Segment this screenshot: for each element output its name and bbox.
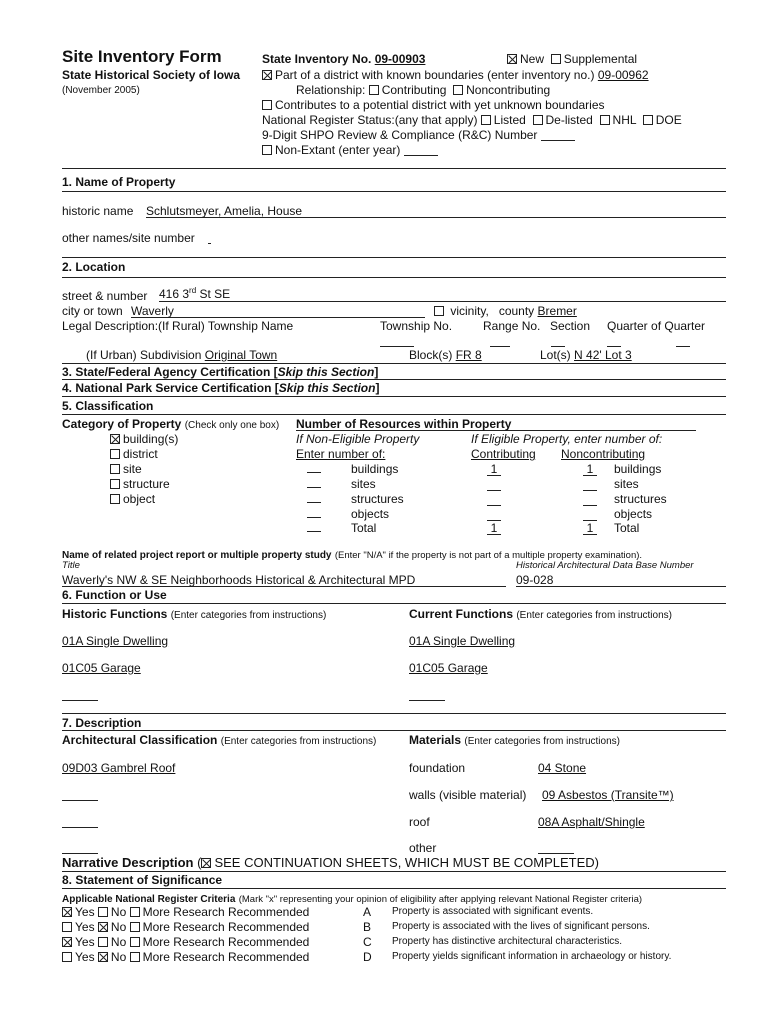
historic-function-1[interactable]: 01A Single Dwelling: [62, 634, 169, 648]
historic-functions-heading: [62, 607, 326, 621]
db-number-field[interactable]: [516, 573, 726, 587]
section-7-heading: 7. Description: [62, 716, 142, 730]
divider: [62, 191, 726, 192]
vicinity-row: [434, 304, 577, 318]
delisted-label: De-listed: [545, 113, 593, 127]
category-label-site: site: [123, 462, 142, 476]
potential-district-row: [262, 98, 605, 112]
more-research-label: More Research Recommended: [142, 905, 310, 919]
no-checkbox[interactable]: [98, 922, 108, 932]
resource-row-label: Total: [351, 521, 377, 535]
divider: [62, 396, 726, 397]
section-6-heading: 6. Function or Use: [62, 588, 167, 602]
narrative-checkbox[interactable]: [201, 858, 211, 868]
section-3-heading: [62, 365, 378, 379]
narrative-label: Narrative Description: [62, 855, 194, 870]
supplemental-label: Supplemental: [563, 52, 638, 66]
arch-classification-value[interactable]: 09D03 Gambrel Roof: [62, 761, 176, 775]
township-no-field[interactable]: [380, 346, 414, 347]
resource-row-label-right: Total: [614, 521, 640, 535]
city-value: Waverly: [131, 304, 174, 318]
criteria-letter: C: [363, 935, 372, 949]
criteria-note: (Mark "x" representing your opinion of eligibility after applying relevant National Register criteria): [238, 894, 643, 905]
contrib-col-text: Contributing: [471, 447, 536, 461]
criteria-options: [62, 935, 309, 949]
divider: [62, 888, 726, 889]
criteria-options: [62, 920, 309, 934]
nhl-label: NHL: [612, 113, 637, 127]
yes-checkbox[interactable]: [62, 952, 72, 962]
section-8-heading: 8. Statement of Significance: [62, 873, 223, 887]
arch-classification-3-field[interactable]: [62, 827, 98, 828]
narrative-note: SEE CONTINUATION SHEETS, WHICH MUST BE COMPLETED): [214, 855, 599, 870]
more-research-checkbox[interactable]: [130, 922, 140, 932]
current-function-1[interactable]: 01A Single Dwelling: [409, 634, 516, 648]
street-number: 416 3: [159, 287, 190, 301]
relationship-row: [296, 83, 550, 97]
section-1-heading: 1. Name of Property: [62, 175, 176, 189]
divider: [62, 257, 726, 258]
city-field[interactable]: [131, 304, 425, 318]
no-checkbox[interactable]: [98, 907, 108, 917]
section-5-heading: 5. Classification: [62, 399, 154, 413]
resource-row-label-right: sites: [614, 477, 639, 491]
noncontributing-count[interactable]: 1: [583, 462, 597, 476]
nr-status-label: National Register Status:(any that apply): [262, 113, 478, 127]
county-label: county: [498, 304, 535, 318]
section-3-close: ]: [374, 365, 379, 379]
historic-functions-label: Historic Functions: [62, 607, 168, 621]
divider: [62, 379, 726, 380]
no-label: No: [110, 905, 127, 919]
current-function-3-field[interactable]: [409, 700, 445, 701]
criteria-row-d: [62, 950, 726, 964]
potential-district-label: Contributes to a potential district with yet unknown boundaries: [275, 98, 605, 112]
section-label: Section: [550, 319, 591, 333]
criteria-options: [62, 905, 309, 919]
non-eligible-label: If Non-Eligible Property: [296, 432, 420, 446]
category-building[interactable]: [110, 432, 178, 446]
non-eligible-count-field[interactable]: [307, 487, 321, 488]
noncontributing-count[interactable]: [583, 492, 597, 506]
section-field[interactable]: [551, 346, 565, 347]
city-label: city or town: [62, 304, 123, 318]
street-ordinal: rd: [189, 286, 197, 295]
contributing-count[interactable]: [487, 507, 501, 521]
quarter-field[interactable]: [607, 346, 621, 347]
category-label-district: district: [123, 447, 158, 461]
noncontributing-count[interactable]: [583, 477, 597, 491]
historic-functions-note: (Enter categories from instructions): [170, 610, 327, 621]
lot-label: Lot(s): [540, 348, 571, 362]
block-label: Block(s): [409, 348, 453, 362]
doe-checkbox[interactable]: [643, 115, 653, 125]
township-no-label: Township No.: [380, 319, 453, 333]
year-field[interactable]: [404, 145, 438, 156]
contributing-count[interactable]: 1: [487, 462, 501, 476]
related-study-note: (Enter "N/A" if the property is not part of a multiple property examination).: [334, 550, 643, 561]
block-row: [409, 348, 482, 362]
new-label: New: [520, 52, 545, 66]
contrib-col-label: [471, 447, 536, 461]
street-field[interactable]: [159, 286, 726, 302]
criteria-row-a: [62, 905, 726, 919]
other-names-label: other names/site number: [62, 231, 195, 245]
resource-row-label: structures: [351, 492, 404, 506]
inventory-number[interactable]: 09-00903: [374, 52, 426, 66]
divider: [62, 277, 726, 278]
divider: [62, 871, 726, 872]
criteria-text: Property is associated with the lives of significant persons.: [392, 921, 650, 932]
arch-classification-label: Architectural Classification: [62, 733, 218, 747]
doe-label: DOE: [655, 113, 682, 127]
category-note: (Check only one box): [184, 420, 280, 431]
more-research-label: More Research Recommended: [142, 920, 310, 934]
lot-row: [540, 348, 632, 362]
district-checkbox[interactable]: [110, 449, 120, 459]
new-checkbox[interactable]: [507, 54, 517, 64]
part-of-district-checkbox[interactable]: [262, 70, 272, 80]
contributing-checkbox[interactable]: [369, 85, 379, 95]
nhl-checkbox[interactable]: [600, 115, 610, 125]
enter-year-label: (enter year): [338, 143, 401, 157]
nr-status-row: [262, 113, 682, 127]
org-name: State Historical Society of Iowa: [62, 68, 241, 82]
non-extant-checkbox[interactable]: [262, 145, 272, 155]
current-functions-heading: [409, 607, 672, 621]
criteria-text: Property yields significant information in archaeology or history.: [392, 951, 672, 962]
vicinity-checkbox[interactable]: [434, 306, 444, 316]
category-label-object: object: [123, 492, 156, 506]
category-label-structure: structure: [123, 477, 170, 491]
more-research-label: More Research Recommended: [142, 950, 310, 964]
site-checkbox[interactable]: [110, 464, 120, 474]
non-eligible-count-field[interactable]: [307, 502, 321, 503]
category-label: Category of Property: [62, 417, 182, 431]
section-4-close: ]: [375, 381, 380, 395]
divider: [62, 363, 726, 364]
divider: [62, 168, 726, 169]
narrative-row: [62, 855, 599, 870]
divider: [62, 713, 726, 714]
range-no-label: Range No.: [483, 319, 541, 333]
criteria-label: Applicable National Register Criteria: [62, 894, 236, 905]
criteria-text: Property has distinctive architectural characteristics.: [392, 936, 623, 947]
resource-row-label-right: buildings: [614, 462, 662, 476]
yes-checkbox[interactable]: [62, 922, 72, 932]
street-label: street & number: [62, 289, 148, 303]
listed-checkbox[interactable]: [481, 115, 491, 125]
resource-row-label-right: objects: [614, 507, 653, 521]
shpo-label: 9-Digit SHPO Review & Compliance (R&C) Number: [262, 128, 538, 142]
vicinity-label: vicinity,: [450, 304, 489, 318]
enter-number-text: Enter number of:: [296, 447, 386, 461]
shpo-row: [262, 128, 575, 142]
materials-heading: [409, 733, 620, 747]
quarter-of-quarter-field[interactable]: [676, 346, 690, 347]
roof-label: roof: [409, 815, 430, 829]
relationship-label: Relationship:: [296, 83, 366, 97]
divider: [62, 414, 726, 415]
contributing-count[interactable]: 1: [487, 521, 501, 535]
district-row: [262, 68, 649, 82]
narrative-paren: (: [197, 855, 202, 870]
quarter-label: Quarter of Quarter: [607, 319, 706, 333]
noncontributing-count[interactable]: [583, 507, 597, 521]
no-label: No: [110, 950, 127, 964]
contributing-count[interactable]: [487, 477, 501, 491]
form-date: (November 2005): [62, 85, 140, 96]
no-checkbox[interactable]: [98, 952, 108, 962]
block-value[interactable]: FR 8: [455, 348, 482, 362]
legal-description-label: Legal Description:(If Rural) Township Name: [62, 319, 294, 333]
yes-checkbox[interactable]: [62, 907, 72, 917]
other-names-field[interactable]: [208, 243, 211, 244]
inventory-label: State Inventory No.: [262, 52, 372, 66]
noncontributing-label: Noncontributing: [466, 83, 551, 97]
contributing-label: Contributing: [381, 83, 447, 97]
divider: [62, 730, 726, 731]
range-no-field[interactable]: [490, 346, 510, 347]
noncontrib-col-text: Noncontributing: [561, 447, 646, 461]
arch-classification-4-field[interactable]: [62, 853, 98, 854]
non-eligible-count-field[interactable]: [307, 517, 321, 518]
inventory-number-row: [262, 52, 425, 66]
arch-classification-heading: [62, 733, 376, 747]
foundation-value[interactable]: 04 Stone: [538, 761, 587, 775]
section-3-skip: Skip this Section: [277, 365, 375, 379]
subdivision-value[interactable]: Original Town: [204, 348, 278, 362]
object-checkbox[interactable]: [110, 494, 120, 504]
resource-row-label: buildings: [351, 462, 399, 476]
subdivision-label: (If Urban) Subdivision: [86, 348, 202, 362]
other-material-label: other: [409, 841, 437, 855]
historic-name-field[interactable]: [146, 204, 726, 218]
district-number[interactable]: 09-00962: [597, 68, 649, 82]
walls-value[interactable]: 09 Asbestos (Transite™): [542, 788, 674, 802]
category-site[interactable]: [110, 462, 142, 476]
criteria-text: Property is associated with significant events.: [392, 906, 594, 917]
building-checkbox[interactable]: [110, 434, 120, 444]
category-object[interactable]: [110, 492, 155, 506]
study-title-field[interactable]: [62, 573, 506, 587]
db-number-value: 09-028: [516, 573, 554, 587]
other-material-field[interactable]: [538, 853, 574, 854]
noncontributing-checkbox[interactable]: [453, 85, 463, 95]
section-2-heading: 2. Location: [62, 260, 126, 274]
resources-heading-text: Number of Resources within Property: [296, 417, 512, 431]
category-label-building: building(s): [123, 432, 179, 446]
urban-row: [86, 348, 277, 362]
more-research-checkbox[interactable]: [130, 952, 140, 962]
related-study-row: [62, 547, 642, 561]
delisted-checkbox[interactable]: [533, 115, 543, 125]
no-checkbox[interactable]: [98, 937, 108, 947]
historic-function-3-field[interactable]: [62, 700, 98, 701]
section-4-skip: Skip this Section: [278, 381, 376, 395]
current-function-2[interactable]: 01C05 Garage: [409, 661, 488, 675]
yes-checkbox[interactable]: [62, 937, 72, 947]
resource-row-label: objects: [351, 507, 390, 521]
category-heading: [62, 417, 279, 431]
section-3-text: 3. State/Federal Agency Certification [: [62, 365, 278, 379]
supplemental-checkbox[interactable]: [551, 54, 561, 64]
criteria-letter: A: [363, 905, 372, 919]
street-name: St SE: [199, 287, 231, 301]
category-district[interactable]: [110, 447, 158, 461]
shpo-field[interactable]: [541, 130, 575, 141]
divider: [62, 603, 726, 604]
foundation-label: foundation: [409, 761, 466, 775]
yes-label: Yes: [75, 935, 95, 949]
criteria-letter: D: [363, 950, 372, 964]
resources-heading: [296, 417, 696, 431]
non-eligible-count-field[interactable]: [307, 472, 321, 473]
listed-label: Listed: [493, 113, 526, 127]
yes-label: Yes: [75, 950, 95, 964]
non-eligible-count-field[interactable]: [307, 531, 321, 532]
historic-name-label: historic name: [62, 204, 134, 218]
criteria-heading: [62, 891, 642, 905]
form-title: Site Inventory Form: [62, 47, 222, 66]
section-4-heading: [62, 381, 379, 395]
current-functions-note: (Enter categories from instructions): [516, 610, 672, 621]
yes-label: Yes: [75, 920, 95, 934]
structure-checkbox[interactable]: [110, 479, 120, 489]
no-label: No: [110, 920, 127, 934]
noncontributing-count[interactable]: 1: [583, 521, 597, 535]
non-extant-label: Non-Extant: [275, 143, 336, 157]
county-value[interactable]: Bremer: [537, 304, 577, 318]
resource-row-label-right: structures: [614, 492, 667, 506]
contributing-count[interactable]: [487, 492, 501, 506]
new-supplemental-row: [507, 52, 637, 66]
arch-classification-2-field[interactable]: [62, 800, 98, 801]
criteria-options: [62, 950, 309, 964]
no-label: No: [110, 935, 127, 949]
title-label: Title: [62, 560, 80, 571]
criteria-row-b: [62, 920, 726, 934]
criteria-row-c: [62, 935, 726, 949]
criteria-letter: B: [363, 920, 372, 934]
related-study-label: Name of related project report or multiple property study: [62, 550, 332, 561]
db-number-label: Historical Architectural Data Base Number: [516, 560, 694, 571]
category-structure[interactable]: [110, 477, 170, 491]
more-research-label: More Research Recommended: [142, 935, 310, 949]
more-research-checkbox[interactable]: [130, 937, 140, 947]
eligible-label: If Eligible Property, enter number of:: [471, 432, 663, 446]
roof-value[interactable]: 08A Asphalt/Shingle: [538, 815, 645, 829]
yes-label: Yes: [75, 905, 95, 919]
current-functions-label: Current Functions: [409, 607, 513, 621]
section-4-text: 4. National Park Service Certification [: [62, 381, 279, 395]
materials-note: (Enter categories from instructions): [464, 736, 620, 747]
historic-name-value: Schlutsmeyer, Amelia, House: [146, 204, 303, 218]
potential-district-checkbox[interactable]: [262, 100, 272, 110]
walls-label: walls (visible material): [409, 788, 527, 802]
more-research-checkbox[interactable]: [130, 907, 140, 917]
resource-row-label: sites: [351, 477, 376, 491]
noncontrib-col-label: [561, 447, 645, 461]
lot-value[interactable]: N 42' Lot 3: [574, 348, 632, 362]
part-of-district-label: Part of a district with known boundaries (enter inventory no.): [275, 68, 595, 82]
historic-function-2[interactable]: 01C05 Garage: [62, 661, 141, 675]
study-title-value: Waverly's NW & SE Neighborhoods Historical & Architectural MPD: [62, 573, 416, 587]
enter-number-label: [296, 447, 385, 461]
arch-classification-note: (Enter categories from instructions): [220, 736, 377, 747]
materials-label: Materials: [409, 733, 462, 747]
non-extant-row: [262, 143, 438, 157]
